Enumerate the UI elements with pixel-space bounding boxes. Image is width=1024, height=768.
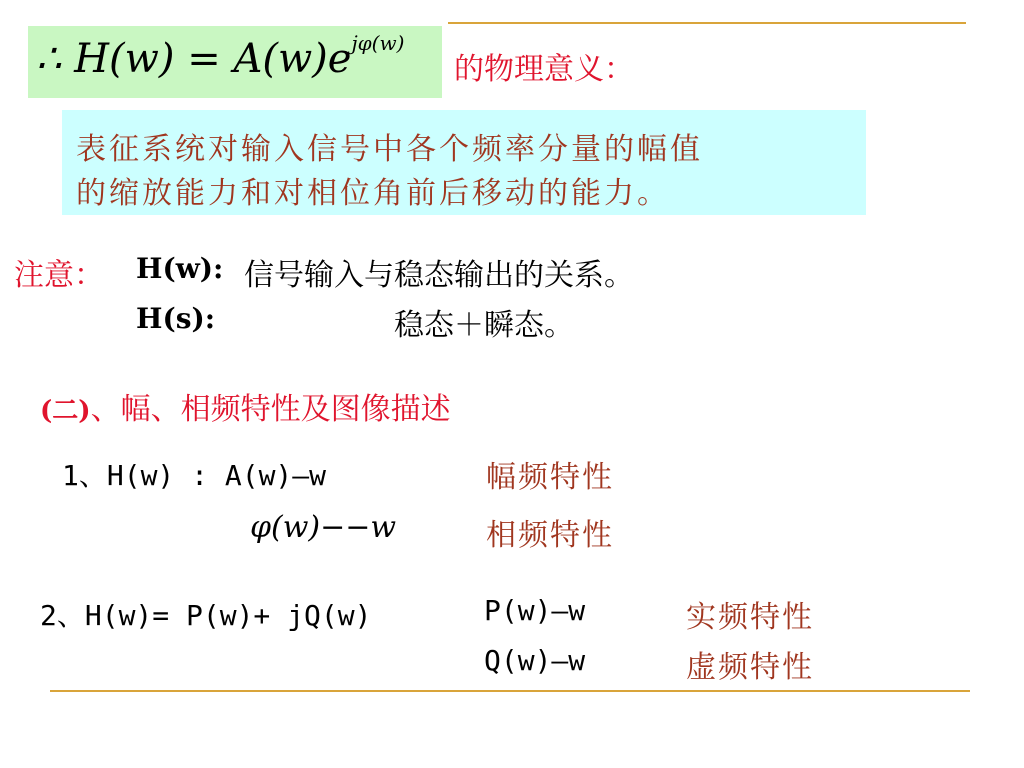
section-text: 、幅、相频特性及图像描述: [90, 392, 451, 427]
item1-phase-formula: φ(w)−−w: [250, 510, 397, 545]
formula-display: [36, 31, 405, 82]
hw-description: 信号输入与稳态输出的关系。: [244, 258, 634, 293]
hs-label: H(s):: [136, 302, 216, 335]
item2-p-formula: P(w)—w: [484, 594, 586, 627]
item2-real-label: 实频特性: [686, 600, 814, 635]
item2-imag-label: 虚频特性: [686, 650, 814, 685]
item1-formula: 1、H(w) : A(w)—w: [62, 459, 327, 492]
formula-exponent: jφ(w): [351, 31, 405, 55]
section-prefix: (二): [40, 396, 91, 426]
hs-description: 稳态＋瞬态。: [394, 308, 574, 343]
slide-title: 的物理意义：: [454, 52, 634, 87]
item2-formula: 2、H(w)= P(w)+ jQ(w): [40, 599, 372, 632]
definition-line-2: 的缩放能力和对相位角前后移动的能力。: [76, 176, 670, 211]
formula-lhs: H(w) = A(w)e: [74, 36, 352, 82]
top-rule: [448, 22, 966, 24]
hw-label: H(w):: [136, 252, 224, 285]
item1-amplitude-label: 幅频特性: [486, 460, 614, 495]
definition-line-1: 表征系统对输入信号中各个频率分量的幅值: [76, 132, 703, 167]
definition-box: [62, 110, 866, 215]
therefore-symbol: ∴: [36, 36, 62, 82]
item2-q-formula: Q(w)—w: [484, 644, 586, 677]
item1-phase-label: 相频特性: [486, 518, 614, 553]
note-label: 注意：: [14, 258, 104, 293]
bottom-rule: [50, 690, 970, 692]
section-title: [40, 384, 451, 428]
formula-box: [28, 26, 442, 98]
